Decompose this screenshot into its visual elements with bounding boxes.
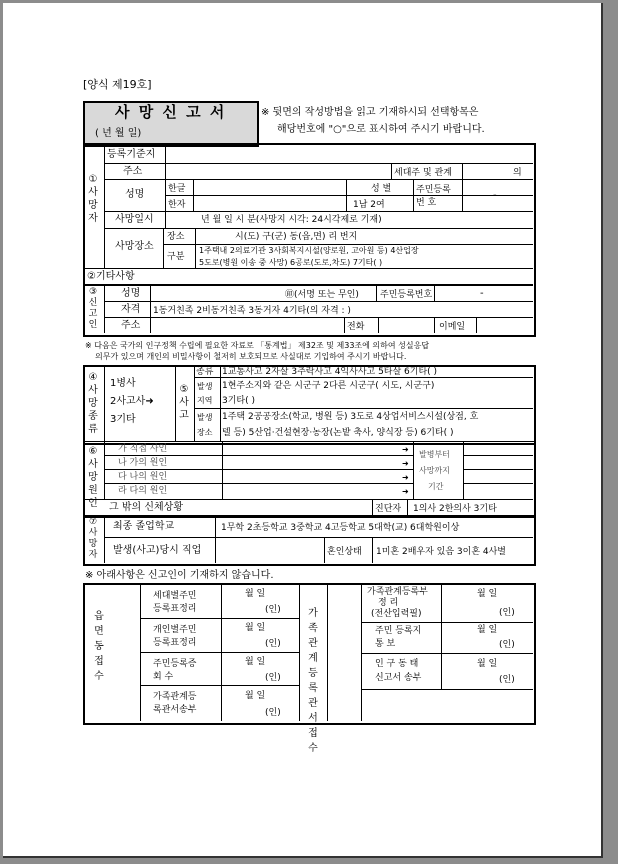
office-middle-label: 가족관계등록관서접수 bbox=[308, 608, 318, 754]
section-deceased-label: ①사망자 bbox=[88, 174, 98, 224]
form-number: [양식 제19호] bbox=[83, 78, 152, 91]
education-label: 최종 졸업학교 bbox=[113, 521, 175, 532]
reg-base-label: 등록기준지 bbox=[107, 149, 156, 160]
cause-field-4[interactable] bbox=[223, 485, 399, 496]
name-label: 성명 bbox=[125, 189, 145, 200]
section-death-cause-label: ⑥사망원인 bbox=[88, 446, 98, 509]
arrow-icon: ➜ bbox=[402, 487, 409, 496]
office-row3-label-1: 주민등록증 bbox=[153, 659, 197, 669]
office-row1-label-2: 등록표정리 bbox=[153, 604, 197, 614]
diagnoser-label: 진단자 bbox=[375, 504, 402, 514]
office-right1-date: 월 일 bbox=[477, 589, 498, 599]
office-row2-seal: (인) bbox=[265, 639, 281, 649]
division-options-1[interactable]: 1주택내 2의료기관 3사회복지시설(양로원, 고아원 등) 4산업장 bbox=[199, 246, 419, 255]
division-label: 구분 bbox=[167, 252, 185, 262]
office-row3-seal: (인) bbox=[265, 673, 281, 683]
instruction-line1: ※ 뒷면의 작성방법을 읽고 기재하시되 선택항목은 bbox=[261, 107, 479, 118]
office-right2-date: 월 일 bbox=[477, 625, 498, 635]
office-row1-label-1: 세대별주민 bbox=[153, 591, 197, 601]
cause-row4: 라 다의 원인 bbox=[118, 486, 168, 496]
occur-place-label-2: 장소 bbox=[197, 428, 213, 437]
office-right2-label-1: 주민 등록지 bbox=[375, 626, 422, 636]
office-note: ※ 아래사항은 신고인이 기재하지 않습니다. bbox=[85, 570, 274, 581]
address-field[interactable] bbox=[166, 164, 390, 178]
rrn-label-2: 번 호 bbox=[416, 198, 437, 208]
email-label: 이메일 bbox=[439, 322, 466, 332]
division-options-2[interactable]: 5도로(병원 이송 중 사망) 6공로(도로,차도) 7기타( ) bbox=[199, 258, 383, 267]
place-label: 장소 bbox=[167, 232, 185, 242]
education-options[interactable]: 1무학 2초등학교 3중학교 4고등학교 5대학(교) 6대학원이상 bbox=[221, 523, 460, 533]
reg-base-field[interactable] bbox=[166, 145, 532, 162]
office-right1-label-1: 가족관계등록부 bbox=[367, 587, 428, 597]
other-label: ②기타사항 bbox=[87, 271, 135, 282]
office-right3-label-1: 인 구 동 태 bbox=[375, 659, 419, 669]
address-label: 주소 bbox=[123, 166, 143, 177]
arrow-icon: ➜ bbox=[402, 445, 409, 454]
reporter-name-field[interactable] bbox=[151, 286, 281, 300]
kind-options[interactable]: 1교통사고 2자살 3추락사고 4익사사고 5타살 6기타( ) bbox=[222, 367, 438, 377]
office-row3-date: 월 일 bbox=[245, 657, 266, 667]
cause-field-3[interactable] bbox=[223, 471, 399, 482]
onset-label-2: 사망까지 bbox=[419, 466, 450, 475]
diagnoser-options[interactable]: 1의사 2한의사 3기타 bbox=[413, 504, 497, 514]
cause-row3: 다 나의 원인 bbox=[118, 472, 168, 482]
office-row2-label-2: 등록표정리 bbox=[153, 638, 197, 648]
death-type-opt2[interactable]: 2사고사➜ bbox=[110, 396, 154, 407]
office-row4-label-1: 가족관계등 bbox=[153, 692, 197, 702]
phone-label: 전화 bbox=[347, 322, 365, 332]
region-options-2[interactable]: 3기타( ) bbox=[222, 396, 255, 406]
section-death-type-label: ④사망종류 bbox=[88, 372, 98, 435]
section-deceased-info-label: ⑦사망자 bbox=[88, 517, 98, 560]
office-right2-label-2: 통 보 bbox=[375, 639, 396, 649]
death-time-label: 사망일시 bbox=[115, 214, 154, 225]
relation-suffix: 의 bbox=[513, 168, 522, 178]
section-accident-label: ⑤사고 bbox=[179, 384, 189, 421]
region-label-2: 지역 bbox=[197, 396, 213, 405]
instruction-line2: 해당번호에 "○"으로 표시하여 주시기 바랍니다. bbox=[277, 124, 485, 135]
occupation-label: 발생(사고)당시 직업 bbox=[113, 545, 202, 556]
other-conditions-field[interactable] bbox=[215, 501, 371, 513]
region-options-1[interactable]: 1현주소지와 같은 시군구 2다른 시군구( 시도, 시군구) bbox=[222, 381, 435, 391]
reporter-address-field[interactable] bbox=[151, 318, 343, 332]
office-right3-label-2: 신고서 송부 bbox=[375, 673, 422, 683]
reporter-address-label: 주소 bbox=[121, 320, 141, 331]
office-row3-label-2: 회 수 bbox=[153, 672, 174, 682]
notice-line2: 의무가 있으며 개인의 비밀사항이 철저히 보호되므로 사실대로 기입하여 주시기 바랍니다. bbox=[95, 352, 407, 361]
reporter-rrn-dash: - bbox=[480, 288, 484, 299]
arrow-icon: ➜ bbox=[402, 459, 409, 468]
marital-options[interactable]: 1미혼 2배우자 있음 3이혼 4사별 bbox=[376, 547, 506, 557]
name-hanja-field[interactable] bbox=[194, 197, 345, 210]
death-place-label: 사망장소 bbox=[115, 241, 154, 252]
name-hangul-field[interactable] bbox=[194, 181, 345, 194]
office-row1-seal: (인) bbox=[265, 605, 281, 615]
office-section-label: 읍면동접수 bbox=[94, 611, 104, 682]
hangul-label: 한글 bbox=[168, 184, 186, 194]
reporter-rrn-label: 주민등록번호 bbox=[380, 290, 433, 300]
arrow-icon: ➜ bbox=[402, 473, 409, 482]
office-right3-seal: (인) bbox=[499, 675, 515, 685]
region-label-1: 발생 bbox=[197, 382, 213, 391]
kind-label: 종류 bbox=[196, 367, 214, 377]
title-date: ( 년 월 일) bbox=[95, 128, 142, 139]
reporter-name-label: 성명 bbox=[121, 288, 141, 299]
householder-label: 세대주 및 관계 bbox=[394, 168, 452, 178]
office-row4-seal: (인) bbox=[265, 708, 281, 718]
qualification-options[interactable]: 1동거친족 2비동거친족 3동거자 4기타(의 자격 : ) bbox=[153, 306, 351, 316]
office-row4-label-2: 록관서송부 bbox=[153, 705, 197, 715]
death-type-opt3[interactable]: 3기타 bbox=[110, 414, 136, 425]
cause-field-1[interactable] bbox=[223, 443, 399, 454]
place-value[interactable]: 시(도) 구(군) 동(읍,면) 리 번지 bbox=[235, 232, 358, 242]
qualification-label: 자격 bbox=[121, 304, 141, 315]
section-reporter-label: ③신고인 bbox=[88, 287, 98, 330]
sex-label: 성 별 bbox=[371, 184, 392, 194]
onset-label-3: 기간 bbox=[428, 482, 444, 491]
death-type-opt1[interactable]: 1병사 bbox=[110, 378, 136, 389]
office-right1-seal: (인) bbox=[499, 608, 515, 618]
office-right3-date: 월 일 bbox=[477, 659, 498, 669]
other-conditions-label: 그 밖의 신체상황 bbox=[109, 502, 183, 513]
office-right1-label-3: (전산입력필) bbox=[371, 609, 422, 619]
office-right1-label-2: 정 리 bbox=[378, 598, 399, 608]
office-row1-date: 월 일 bbox=[245, 589, 266, 599]
notice-line1: ※ 다음은 국가의 인구정책 수립에 필요한 자료로 「통계법」 제32조 및 제33조에 의하여 성실응답 bbox=[85, 341, 430, 350]
hanja-label: 한자 bbox=[168, 200, 186, 210]
death-time-value[interactable]: 년 월 일 시 분(사망지 시각: 24시각제로 기재) bbox=[201, 215, 382, 225]
page-title: 사 망 신 고 서 bbox=[115, 103, 227, 121]
marital-label: 혼인상태 bbox=[327, 547, 362, 557]
office-row2-label-1: 개인별주민 bbox=[153, 625, 197, 635]
rrn-dash: - bbox=[493, 190, 497, 201]
cause-row2: 나 가의 원인 bbox=[118, 458, 168, 468]
onset-label-1: 발병부터 bbox=[419, 450, 450, 459]
occur-place-options-1[interactable]: 1주택 2공공장소(학교, 병원 등) 3도로 4상업서비스시설(상점, 호 bbox=[222, 412, 479, 422]
cause-field-2[interactable] bbox=[223, 457, 399, 468]
form-page bbox=[3, 3, 603, 858]
cause-row1: 가 직접 사인 bbox=[118, 444, 168, 454]
occur-place-label-1: 발생 bbox=[197, 413, 213, 422]
office-row2-date: 월 일 bbox=[245, 623, 266, 633]
office-right2-seal: (인) bbox=[499, 640, 515, 650]
occur-place-options-2[interactable]: 텔 등) 5산업·건설현장·농장(논밭 축사, 양식장 등) 6기타( ) bbox=[222, 428, 454, 438]
reporter-sign: ㊞(서명 또는 무인) bbox=[285, 290, 359, 300]
sex-options[interactable]: 1남 2여 bbox=[353, 200, 385, 210]
rrn-label-1: 주민등록 bbox=[416, 185, 451, 195]
office-row4-date: 월 일 bbox=[245, 691, 266, 701]
occupation-field[interactable] bbox=[217, 539, 323, 561]
